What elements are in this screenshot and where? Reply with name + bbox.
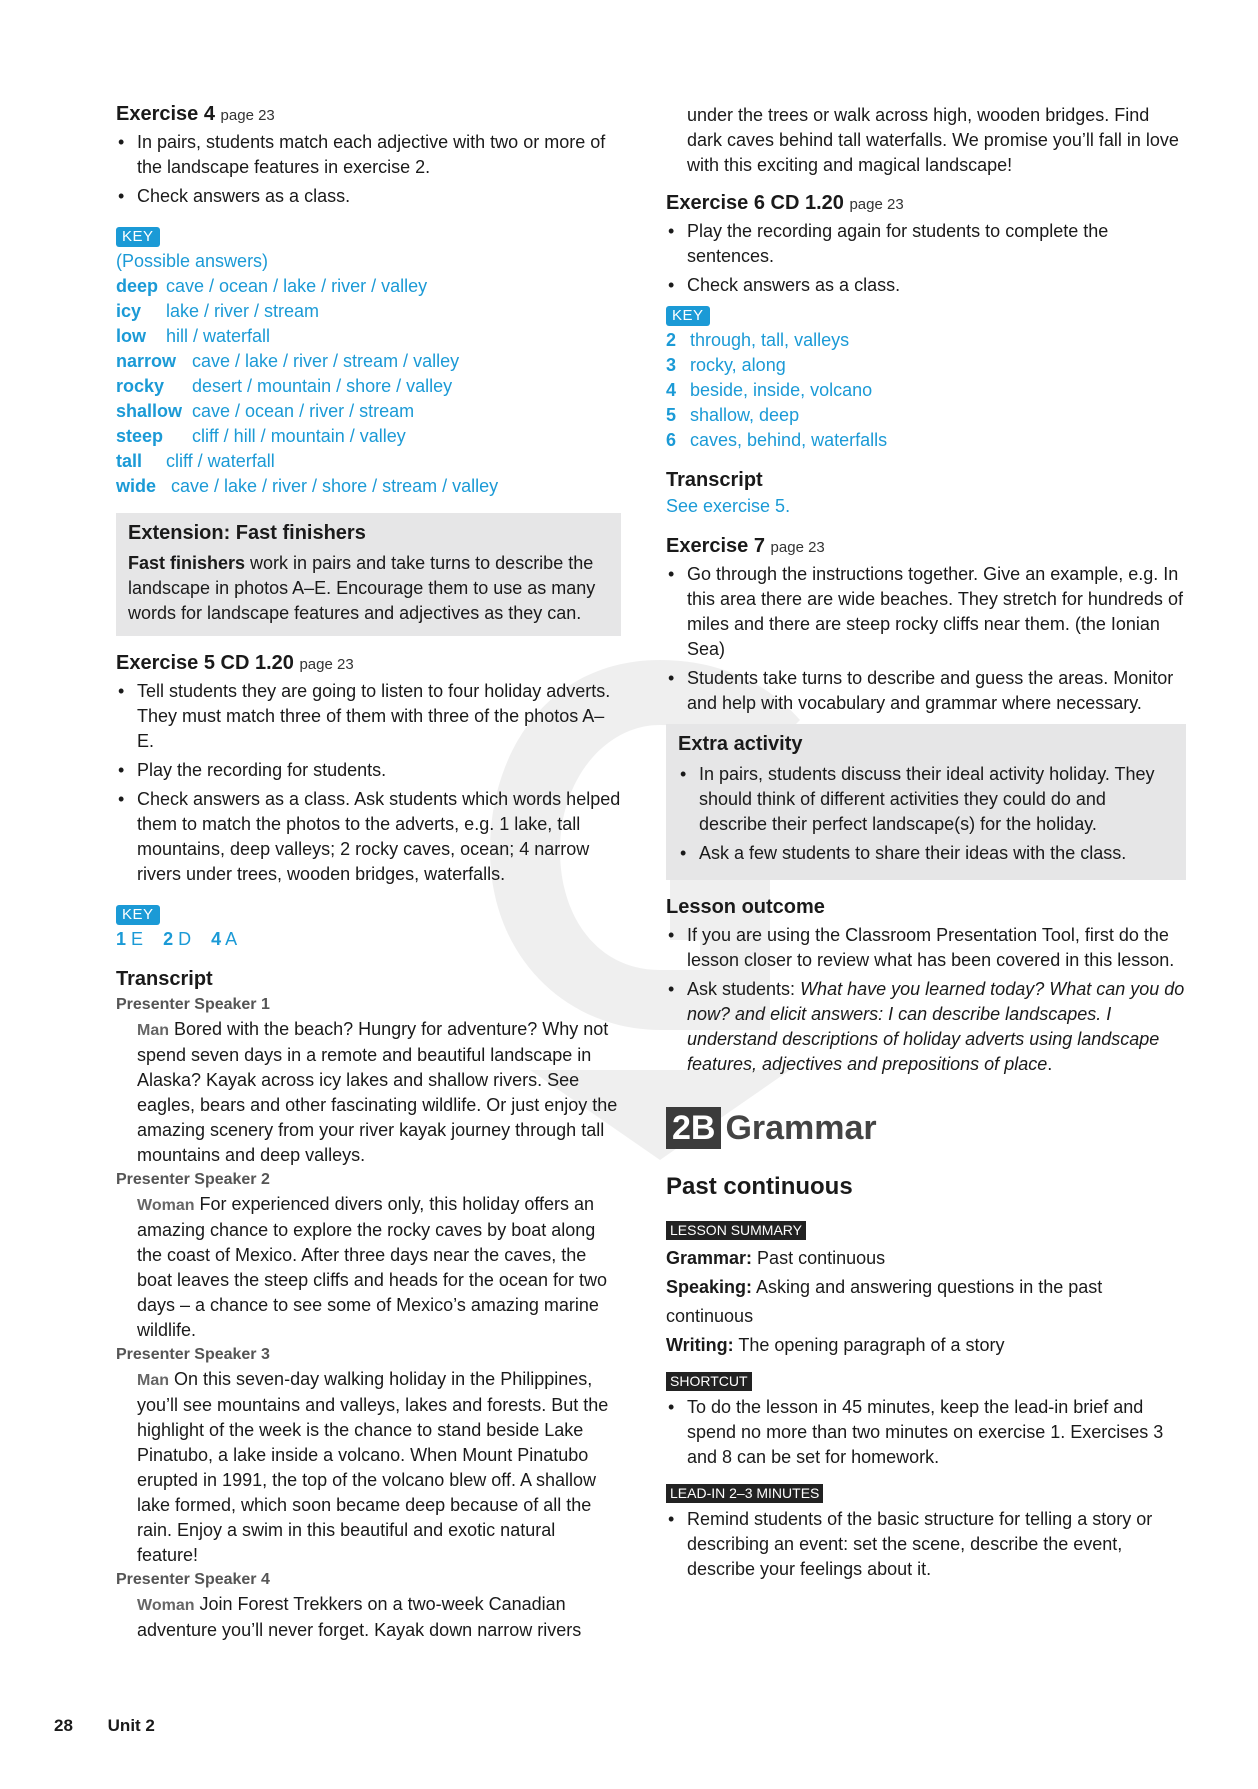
- transcript-title: Transcript: [666, 469, 763, 491]
- speaker-label: Presenter Speaker 2: [116, 1171, 270, 1188]
- lead-in-steps: [666, 1507, 1186, 1582]
- speaker-label: Presenter Speaker 3: [116, 1346, 270, 1363]
- summary-speaking: Speaking: Asking and answering questions in the past continuous: [666, 1277, 1103, 1326]
- answer-row: tall cliff / waterfall: [116, 451, 275, 471]
- summary-writing: Writing: The opening paragraph of a story: [666, 1335, 1005, 1355]
- possible-answers-label: (Possible answers): [116, 251, 269, 271]
- shortcut-tag: SHORTCUT: [666, 1372, 752, 1391]
- lesson-summary-tag: LESSON SUMMARY: [666, 1221, 806, 1240]
- page-footer: [54, 1716, 185, 1736]
- unit-heading: [666, 1107, 1186, 1149]
- exercise-7-steps: [666, 562, 1186, 716]
- speaker-text: Woman For experienced divers only, this holiday offers an amazing chance to explore the rocky caves by boat along the coast of Mexico. After three days near the caves, the boat leaves the steep cliffs and heads for the ocean for two days – a chance to see some of Mexico’s amazing marine wildlife.: [137, 1194, 607, 1340]
- right-column: [666, 103, 1186, 1586]
- key-badge: KEY: [666, 306, 710, 326]
- answer-row: 3 rocky, along: [666, 355, 786, 375]
- list-item: • To do the lesson in 45 minutes, keep the lead-in brief and spend no more than two minutes on exercise 1. Exercises 3 and 8 can be set for homework.: [666, 1395, 1186, 1470]
- answer-row: steep cliff / hill / mountain / valley: [116, 426, 406, 446]
- answer-row: deep cave / ocean / lake / river / valley: [116, 276, 428, 296]
- speaker-text: Man On this seven-day walking holiday in the Philippines, you’ll see mountains and valleys, lakes and forests. But the highlight of the week is the chance to stand beside Lake Pinatubo, a lake inside a volcano. When Mount Pinatubo erupted in 1991, the top of the volcano blew off. A shallow lake formed, which soon became deep because of all the rain. Enjoy a swim in this beautiful and exotic natural feature!: [137, 1369, 609, 1565]
- list-item: • Tell students they are going to listen to four holiday adverts. They must match three of them with three of the photos A–E.: [116, 679, 621, 754]
- extra-activity-steps: [678, 762, 1174, 866]
- list-item: • Students take turns to describe and guess the areas. Monitor and help with vocabulary and grammar where necessary.: [666, 666, 1186, 716]
- shortcut-steps: [666, 1395, 1186, 1470]
- extension-title: Extension: Fast finishers: [128, 522, 366, 544]
- lesson-title: Past continuous: [666, 1173, 853, 1200]
- list-item: • In pairs, students match each adjective with two or more of the landscape features in exercise 2.: [116, 130, 621, 180]
- list-item: • Ask a few students to share their ideas with the class.: [678, 841, 1174, 866]
- answer-row: 6 caves, behind, waterfalls: [666, 430, 888, 450]
- key-badge: KEY: [116, 227, 160, 247]
- transcript-title: Transcript: [116, 968, 213, 990]
- exercise-4-answers: [116, 274, 621, 499]
- list-item: • Play the recording again for students to complete the sentences.: [666, 219, 1186, 269]
- list-item: • Remind students of the basic structure for telling a story or describing an event: set the scene, describe the event, describe your feelings about it.: [666, 1507, 1186, 1582]
- speaker-label: Presenter Speaker 4: [116, 1571, 270, 1588]
- answer-row: low hill / waterfall: [116, 326, 271, 346]
- transcript-continued: under the trees or walk across high, wooden bridges. Find dark caves behind tall waterfalls. We promise you’ll fall in love with this exciting and magical landscape!: [687, 105, 1179, 175]
- answer-row: 4 beside, inside, volcano: [666, 380, 873, 400]
- exercise-4-title: Exercise 4 page 23: [116, 103, 275, 125]
- list-item: • If you are using the Classroom Presentation Tool, first do the lesson closer to review what has been covered in this lesson.: [666, 923, 1186, 973]
- answer-row: narrow cave / lake / river / stream / valley: [116, 351, 460, 371]
- answer-row: shallow cave / ocean / river / stream: [116, 401, 415, 421]
- speaker-text: Man Bored with the beach? Hungry for adventure? Why not spend seven days in a remote and beautiful landscape in Alaska? Kayak across icy lakes and shallow rivers. See eagles, bears and other fascinating wildlife. Or just enjoy the amazing scenery from your river kayak journey through tall mountains and deep valleys.: [137, 1019, 618, 1165]
- answer-row: wide cave / lake / river / shore / stream / valley: [116, 476, 499, 496]
- answer-row: rocky desert / mountain / shore / valley: [116, 376, 453, 396]
- exercise-6-steps: [666, 219, 1186, 298]
- list-item: • Check answers as a class.: [116, 184, 621, 209]
- extra-activity-title: Extra activity: [678, 733, 803, 755]
- exercise-5-title: Exercise 5 CD 1.20 page 23: [116, 652, 354, 674]
- speaker-text: Woman Join Forest Trekkers on a two-week Canadian adventure you’ll never forget. Kayak down narrow rivers: [137, 1594, 582, 1640]
- exercise-6-answers: [666, 328, 1186, 453]
- list-item: • Check answers as a class. Ask students which words helped them to match the photos to the adverts, e.g. 1 lake, tall mountains, deep valleys; 2 rocky caves, ocean; 4 narrow rivers under trees, wooden bridges, waterfalls.: [116, 787, 621, 887]
- exercise-6-title: Exercise 6 CD 1.20 page 23: [666, 192, 904, 214]
- lesson-outcome-title: Lesson outcome: [666, 896, 825, 918]
- extra-activity-box: [666, 724, 1186, 880]
- extension-box: [116, 513, 621, 636]
- lead-in-tag: LEAD-IN 2–3 MINUTES: [666, 1484, 823, 1503]
- key-badge: KEY: [116, 905, 160, 925]
- list-item: • Check answers as a class.: [666, 273, 1186, 298]
- list-item: • Ask students: What have you learned today? What can you do now? and elicit answers: I can describe landscapes. I understand descriptions of holiday adverts using landscape features, adjectives and prepositions of place.: [666, 977, 1186, 1077]
- extension-text: Fast finishers work in pairs and take turns to describe the landscape in photos A–E. Encourage them to use as many words for landscape features and adjectives as they can.: [128, 553, 596, 623]
- lesson-outcome-steps: [666, 923, 1186, 1077]
- footer-unit: Unit 2: [107, 1716, 155, 1735]
- exercise-4-steps: [116, 130, 621, 209]
- page-number: 28: [54, 1716, 73, 1735]
- left-column: [116, 103, 621, 1643]
- unit-name: Grammar: [725, 1108, 877, 1147]
- answer-row: 2 through, tall, valleys: [666, 330, 850, 350]
- list-item: • Go through the instructions together. Give an example, e.g. In this area there are wide beaches. They stretch for hundreds of miles and there are steep rocky cliffs near them. (the Ionian Sea): [666, 562, 1186, 662]
- transcript: [116, 993, 621, 1643]
- speaker-label: Presenter Speaker 1: [116, 996, 270, 1013]
- summary-grammar: Grammar: Past continuous: [666, 1248, 886, 1268]
- list-item: • Play the recording for students.: [116, 758, 621, 783]
- transcript-reference: See exercise 5.: [666, 496, 791, 516]
- list-item: • In pairs, students discuss their ideal activity holiday. They should think of different activities they could do and describe their perfect landscape(s) for the holiday.: [678, 762, 1174, 837]
- answer-row: 5 shallow, deep: [666, 405, 800, 425]
- exercise-7-title: Exercise 7 page 23: [666, 535, 825, 557]
- answer-row: icy lake / river / stream: [116, 301, 320, 321]
- unit-code: 2B: [666, 1107, 721, 1149]
- exercise-5-answers: 1 E 2 D 4 A: [116, 929, 238, 949]
- exercise-5-steps: [116, 679, 621, 887]
